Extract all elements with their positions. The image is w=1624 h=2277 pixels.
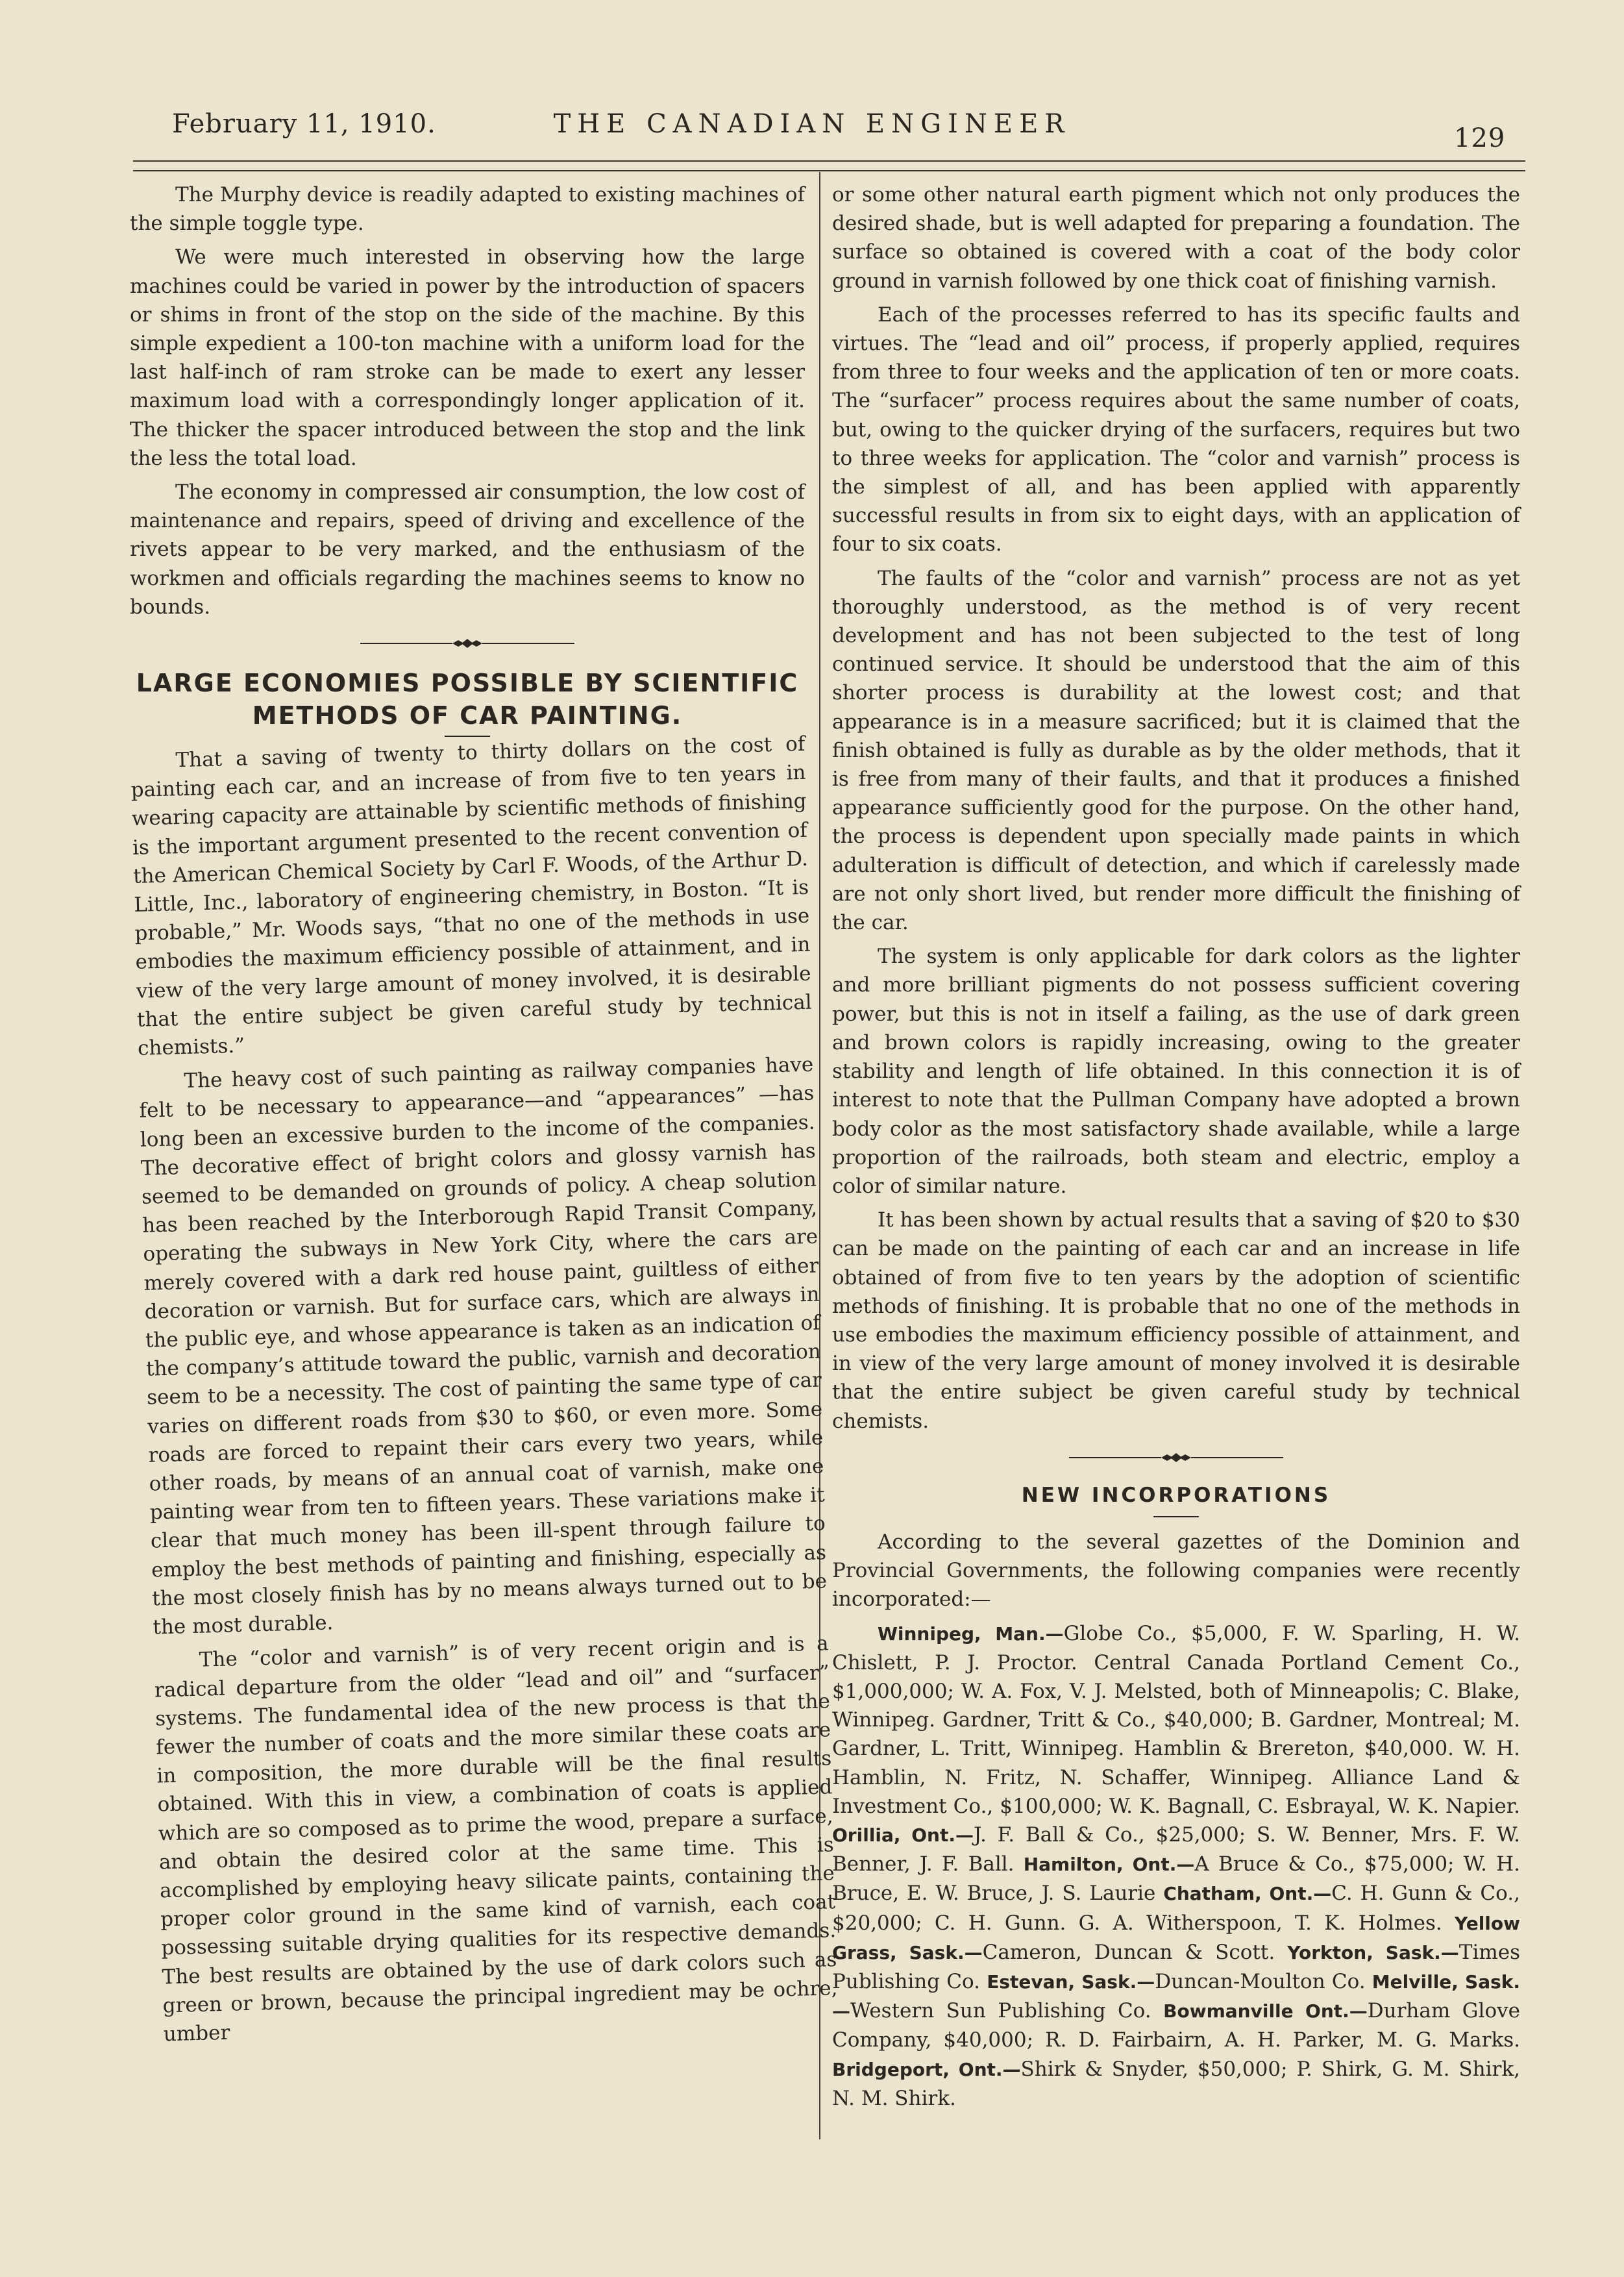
- incorporation-place: Yorkton, Sask.—: [1287, 1941, 1459, 1963]
- intro-paragraph: We were much interested in observing how the large machines could be varied in power by the introduction of spacers or shims in front of the stop on the side of the machine. By this simple expedient a 100-ton machine with a uniform load for the last half-inch of ram stroke can be made to exert any lesser maximum load with a correspondingly longer application of it. The thicker the spacer introduced between the stop and the link the less the total load.: [130, 245, 805, 470]
- article-paragraph: The faults of the “color and varnish” process are not as yet thoroughly understood, as the method is of very recent development and has not been subjected to the test of long continued service. It should be understood that the aim of this shorter process is durability at the lowest cost; and that appearance is in a measure sacrificed; but it is claimed that the finish obtained is fully as durable as by the older methods, that it is free from many of their faults, and that it produces a finished appearance sufficiently good for the purpose. On the other hand, the process is dependent upon specially made paints in which adulteration is difficult of detection, and which if carelessly made are not only short lived, but render more difficult the finishing of the car.: [832, 566, 1520, 935]
- incorporation-place: Yellow Grass, Sask.—: [832, 1912, 1520, 1963]
- issue-date: February 11, 1910.: [172, 109, 436, 139]
- incorporation-details: Cameron, Duncan & Scott.: [982, 1940, 1288, 1964]
- right-column: [832, 180, 1520, 2118]
- article-paragraph: The heavy cost of such painting as railway companies have felt to be necessary to appearance—and “appearances” —has long been an excessive burden to the income of the companies. The decorative effect of bright colors and glossy varnish has seemed to be demanded on grounds of policy. A cheap solution has been reached by the Interborough Rapid Transit Company, operating the subways in New York City, where the cars are merely covered with a dark red house paint, guiltless of either decoration or varnish. But for surface cars, which are always in the public eye, and whose appearance is taken as an indication of the company’s attitude toward the public, varnish and decoration seem to be a necessity. The cost of painting the same type of car varies on different roads from $30 to $60, or even more. Some roads are forced to repaint their cars every two years, while other roads, by means of an annual coat of varnish, make one painting wear from ten to fifteen years. These variations make it clear that much money has been ill-spent through failure to employ the best methods of painting and finishing, especially as the most closely finish has by no means always turned out to be the most durable.: [139, 1052, 828, 1639]
- incorporation-place: Melville, Sask.—: [832, 1971, 1521, 2022]
- incorporation-place: Estevan, Sask.—: [987, 1971, 1155, 1993]
- incorporation-details: Durham Glove Company, $40,000; R. D. Fairbairn, A. H. Parker, M. G. Marks.: [832, 1999, 1520, 2052]
- incorporation-details: Western Sun Publishing Co.: [850, 1999, 1164, 2023]
- incorporation-place: Chatham, Ont.—: [1163, 1883, 1332, 1905]
- page-number: 129: [1454, 123, 1506, 153]
- article-paragraph: The “color and varnish” is of very recent origin and is a radical departure from the older “lead and oil” and “surfacer” systems. The fundamental idea of the new process is that the fewer the number of coats and the more similar these coats are in composition, the more durable will be the final results obtained. With this in view, a combination of coats is applied which are so composed as to prime the wood, prepare a surface, and obtain the desired color at the same time. This is accomplished by employing heavy silicate paints, containing the proper color ground in the same kind of varnish, each coat possessing suitable drying qualities for its respective demands. The best results are obtained by the use of dark colors such as green or brown, because the principal ingredient may be ochre, umber: [154, 1632, 838, 2047]
- section-ornament: [360, 636, 574, 651]
- incorporations-list: [832, 1619, 1520, 2113]
- article-paragraph: The system is only applicable for dark colors as the lighter and more brilliant pigments do not possess sufficient covering power, but this is not in itself a failing, as the use of dark green and brown colors is rapidly increasing, owing to the greater stability and length of life obtained. In this connection it is of interest to note that the Pullman Company have adopted a brown body color as the most satisfactory shade available, while a large proportion of the railroads, both steam and electric, employ a color of similar nature.: [832, 945, 1520, 1198]
- article-title: [130, 667, 805, 732]
- incorporation-details: Globe Co., $5,000, F. W. Sparling, H. W. Chislett, P. J. Proctor. Central Canada Portland Cement Co., $1,000,000; W. A. Fox, V. J. Melsted, both of Minneapolis; C. Blake, Winnipeg. Gardner, Tritt & Co., $40,000; B. Gardner, Montreal; M. Gardner, L. Tritt, Winnipeg. Hamblin & Brereton, $40,000. W. H. Hamblin, N. Fritz, N. Schaffer, Winnipeg. Alliance Land & Investment Co., $100,000; W. K. Bagnall, C. Esbrayal, W. K. Napier.: [832, 1621, 1520, 1818]
- incorporation-details: Shirk & Snyder, $50,000; P. Shirk, G. M. Shirk, N. M. Shirk.: [832, 2057, 1520, 2110]
- incorporations-intro: According to the several gazettes of the Dominion and Provincial Governments, the following companies were recently incorporated:—: [832, 1530, 1520, 1611]
- incorporation-details: J. F. Ball & Co., $25,000; S. W. Benner, Mrs. F. W. Benner, J. F. Ball.: [832, 1823, 1520, 1876]
- intro-paragraph: The Murphy device is readily adapted to existing machines of the simple toggle type.: [130, 183, 805, 236]
- incorporation-place: Orillia, Ont.—: [832, 1824, 974, 1846]
- header-rule-bottom: [133, 170, 1525, 171]
- article-paragraph: It has been shown by actual results that a saving of $20 to $30 can be made on the painting of each car and an increase in life obtained of from five to ten years by the adoption of scientific methods of finishing. It is probable that no one of the methods in use embodies the maximum efficiency possible of attainment, and in view of the very large amount of money involved it is desirable that the entire subject be given careful study by technical chemists.: [832, 1208, 1520, 1433]
- left-column: [130, 180, 838, 2054]
- incorporation-place: Bridgeport, Ont.—: [832, 2058, 1021, 2080]
- section-ornament: [1069, 1450, 1283, 1465]
- article-paragraph: That a saving of twenty to thirty dollars on the cost of painting each car, and an increase of from five to ten years in wearing capacity are attainable by scientific methods of finishing is the important argument presented to the recent convention of the American Chemical Society by Carl F. Woods, of the Arthur D. Little, Inc., laboratory of engineering chemistry, in Boston. “It is probable,” Mr. Woods says, “that no one of the methods in use embodies the maximum efficiency possible of attainment, and in view of the very large amount of money involved, it is desirable that the entire subject be given careful study by technical chemists.”: [130, 732, 813, 1060]
- incorporation-place: Hamilton, Ont.—: [1023, 1854, 1195, 1876]
- incorporations-heading: NEW INCORPORATIONS: [1021, 1483, 1331, 1507]
- incorporation-details: Times Publishing Co.: [832, 1940, 1521, 1993]
- continued-paragraph: or some other natural earth pigment which not only produces the desired shade, but is well adapted for preparing a foundation. The surface so obtained is covered with a coat of the body color ground in varnish followed by one thick coat of finishing varnish.: [832, 183, 1520, 293]
- incorporations-rule: [1153, 1516, 1199, 1517]
- article-body: [130, 730, 839, 2049]
- incorporation-details: A Bruce & Co., $75,000; W. H. Bruce, E. W. Bruce, J. S. Laurie: [832, 1852, 1521, 1906]
- incorporation-place: Winnipeg, Man.—: [878, 1623, 1064, 1645]
- incorporation-details: Duncan-Moulton Co.: [1155, 1969, 1372, 1993]
- journal-title: THE CANADIAN ENGINEER: [553, 109, 1071, 139]
- article-title-line-2: METHODS OF CAR PAINTING.: [252, 701, 683, 730]
- article-title-line-1: LARGE ECONOMIES POSSIBLE BY SCIENTIFIC: [136, 669, 799, 698]
- incorporation-details: C. H. Gunn & Co., $20,000; C. H. Gunn. G. A. Witherspoon, T. K. Holmes.: [832, 1882, 1520, 1935]
- incorporation-place: Bowmanville Ont.—: [1163, 2000, 1368, 2022]
- article-paragraph: Each of the processes referred to has its specific faults and virtues. The “lead and oil” process, if properly applied, requires from three to four weeks and the application of ten or more coats. The “surfacer” process requires about the same number of coats, but, owing to the quicker drying of the surfacers, requires but two to three weeks for application. The “color and varnish” process is the simplest of all, and has been applied with apparently successful results in from six to eight days, with an application of four to six coats.: [832, 303, 1520, 556]
- intro-paragraph: The economy in compressed air consumption, the low cost of maintenance and repairs, speed of driving and excellence of the rivets appear to be very marked, and the enthusiasm of the workmen and officials regarding the machines seems to know no bounds.: [130, 480, 805, 619]
- header-rule-top: [133, 160, 1525, 162]
- title-rule: [445, 736, 490, 737]
